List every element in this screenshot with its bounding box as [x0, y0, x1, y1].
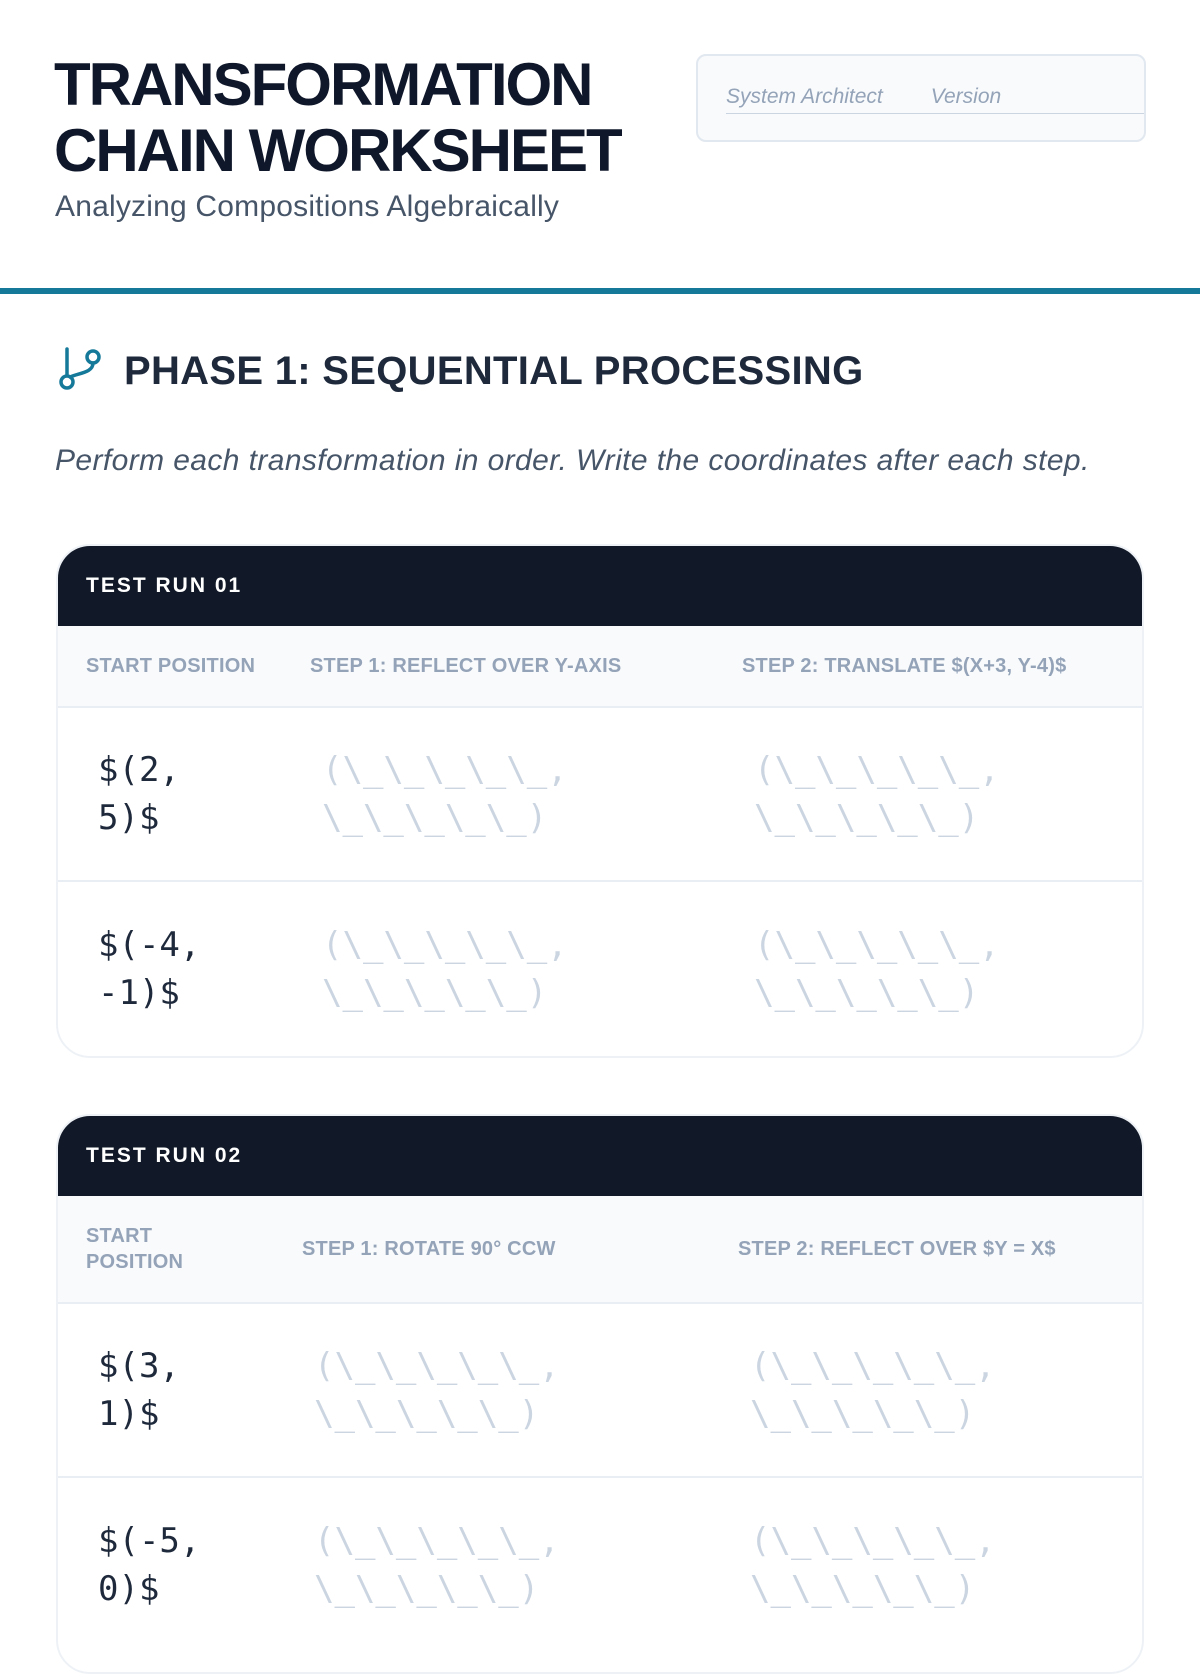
answer-blank-step-2[interactable]: (\_\_\_\_\_, \_\_\_\_\_)	[754, 750, 1000, 838]
answer-blank-step-1[interactable]: (\_\_\_\_\_, \_\_\_\_\_)	[314, 1521, 560, 1609]
instructions: Perform each transformation in order. Write the coordinates after each step.	[55, 444, 1090, 477]
column-header-step-1: STEP 1: ROTATE 90° CCW	[302, 1238, 556, 1260]
table-row	[58, 1304, 1142, 1478]
table-row	[58, 1478, 1142, 1652]
system-architect-field[interactable]: System Architect	[726, 85, 883, 108]
page-title: TRANSFORMATION CHAIN WORKSHEET	[54, 51, 621, 184]
column-header-step-1: STEP 1: REFLECT OVER Y-AXIS	[310, 655, 622, 677]
meta-fields	[726, 84, 1144, 114]
phase-heading	[56, 346, 864, 396]
start-position: $(-4, -1)$	[98, 925, 201, 1013]
column-header-row	[58, 626, 1142, 708]
test-run-card-1	[56, 544, 1144, 1058]
phase-title: PHASE 1: SEQUENTIAL PROCESSING	[124, 348, 864, 393]
meta-box	[696, 54, 1146, 142]
answer-blank-step-2[interactable]: (\_\_\_\_\_, \_\_\_\_\_)	[750, 1521, 996, 1609]
answer-blank-step-2[interactable]: (\_\_\_\_\_, \_\_\_\_\_)	[750, 1346, 996, 1434]
version-field[interactable]: Version	[930, 85, 1002, 108]
start-position: $(2, 5)$	[98, 750, 180, 838]
table-row	[58, 882, 1142, 1056]
worksheet-header	[0, 0, 1200, 294]
test-run-label: TEST RUN 01	[58, 546, 1142, 626]
test-run-card-2	[56, 1114, 1144, 1674]
column-header-start: START POSITION	[86, 1225, 184, 1273]
column-header-row	[58, 1196, 1142, 1304]
branch-icon	[56, 346, 106, 396]
column-header-step-2: STEP 2: TRANSLATE $(X+3, Y-4)$	[742, 655, 1067, 677]
start-position: $(3, 1)$	[98, 1346, 180, 1434]
table-row	[58, 708, 1142, 882]
answer-blank-step-1[interactable]: (\_\_\_\_\_, \_\_\_\_\_)	[314, 1346, 560, 1434]
page-subtitle: Analyzing Compositions Algebraically	[55, 190, 560, 223]
answer-blank-step-1[interactable]: (\_\_\_\_\_, \_\_\_\_\_)	[322, 925, 568, 1013]
column-header-start: START POSITION	[86, 655, 256, 677]
test-run-label: TEST RUN 02	[58, 1116, 1142, 1196]
start-position: $(-5, 0)$	[98, 1521, 201, 1609]
column-header-step-2: STEP 2: REFLECT OVER $Y = X$	[738, 1238, 1056, 1260]
answer-blank-step-1[interactable]: (\_\_\_\_\_, \_\_\_\_\_)	[322, 750, 568, 838]
answer-blank-step-2[interactable]: (\_\_\_\_\_, \_\_\_\_\_)	[754, 925, 1000, 1013]
